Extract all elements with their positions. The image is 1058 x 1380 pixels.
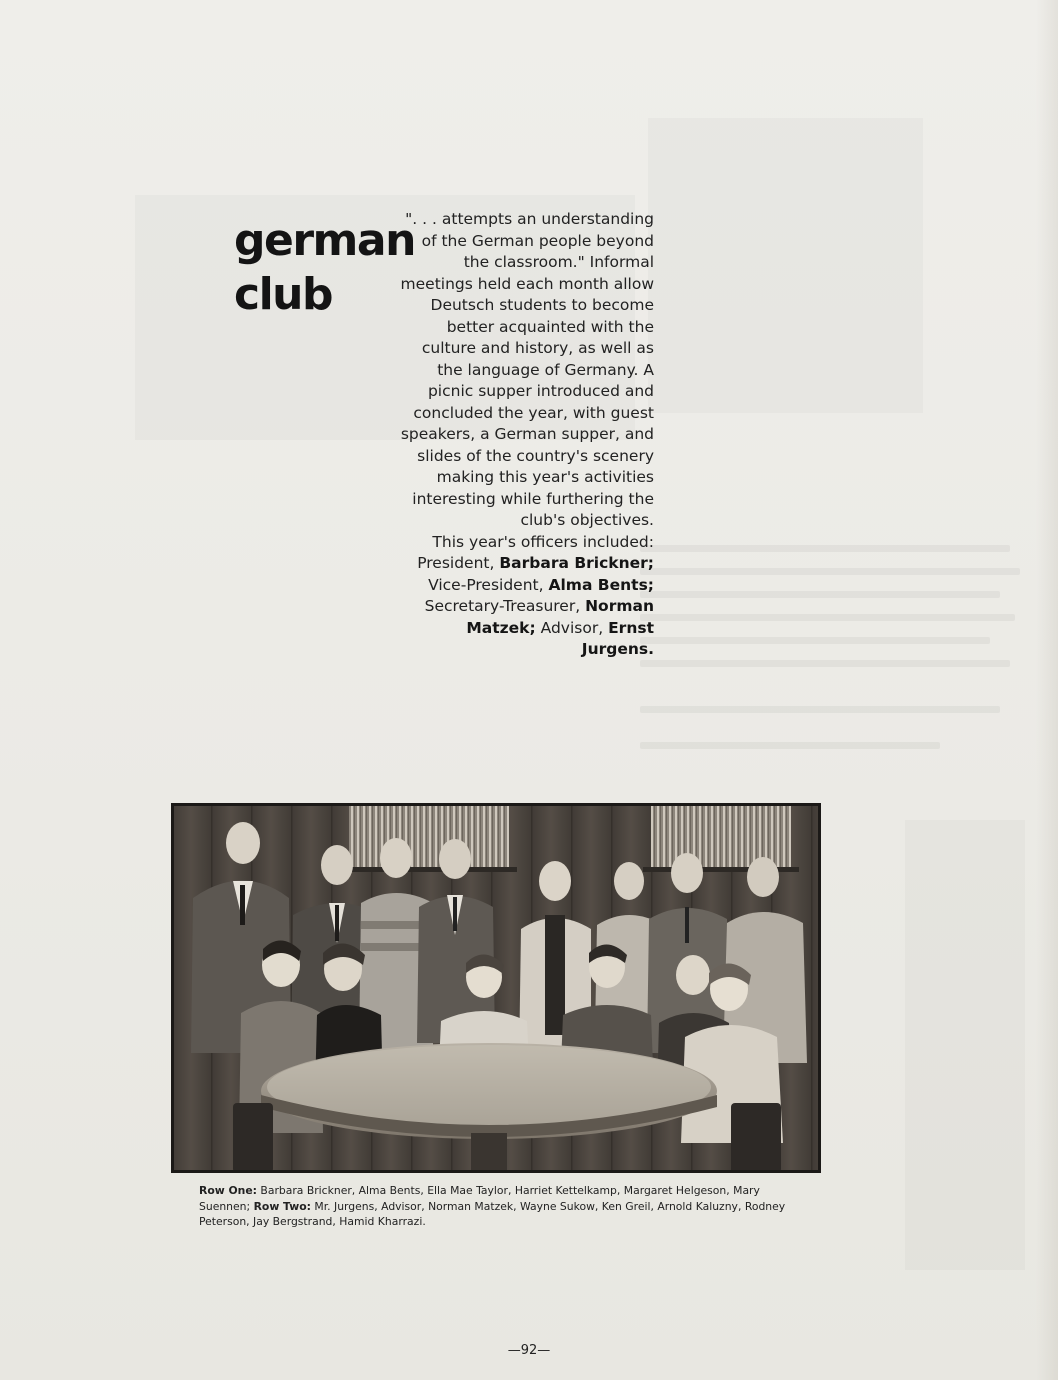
photo-caption (199, 1183, 809, 1230)
bleed-through-line (640, 742, 940, 749)
bleed-through-line (640, 614, 1015, 621)
bleed-through-line (640, 568, 1020, 575)
bleed-through-line (640, 591, 1000, 598)
bleed-through-block-right (648, 118, 923, 413)
officer-secretary-treasurer: Norman Matzek; (466, 597, 654, 637)
officer-president: Barbara Brickner; (499, 554, 654, 572)
officer-advisor: Ernst Jurgens. (581, 618, 654, 658)
bleed-through-line (640, 706, 1000, 713)
bleed-through-heading (262, 60, 287, 132)
officers-paragraph (398, 532, 654, 661)
page-edge-shadow (1036, 0, 1058, 1380)
officer-secretary-label: Secretary-Treasurer, (424, 597, 581, 615)
bleed-through-line (640, 545, 1010, 552)
officers-intro: This year's officers included: President, (417, 532, 654, 572)
caption-row-two-label: Row Two: (253, 1199, 311, 1213)
caption-row-two-names: Mr. Jurgens, Advisor, Norman Matzek, Wayne Sukow, Ken Greil, Arnold Kaluzny, Rodney Peterson, Jay Bergstrand, Hamid Kharrazi. (199, 1199, 786, 1228)
group-photo-illustration (171, 803, 821, 1173)
officer-advisor-label: Advisor, (540, 618, 604, 637)
bleed-through-line (640, 637, 990, 644)
bleed-through-block-lower (905, 820, 1025, 1270)
article-body (398, 209, 654, 661)
title-line-2: club (234, 269, 332, 320)
group-photo (171, 803, 821, 1173)
page-title (234, 214, 415, 322)
bleed-through-line (640, 660, 1010, 667)
officer-vice-president: Alma Bents; (548, 575, 654, 594)
caption-row-one-names: Barbara Brickner, Alma Bents, Ella Mae Taylor, Harriet Kettelkamp, Margaret Helgeson, Mary Suennen; (199, 1184, 760, 1213)
page-number: —92— (507, 1343, 551, 1358)
officer-vp-label: Vice-President, (428, 575, 544, 594)
caption-row-one-label: Row One: (199, 1184, 257, 1197)
body-paragraph: ". . . attempts an understanding of the German people beyond the classroom." Informal meetings held each month allow Deutsch students to become better acquainted with the culture and history, as well as the language of Germany. A picnic supper introduced and concluded the year, with guest speakers, a German supper, and slides of the country's scenery making this year's activities interesting while furthering the club's objectives. (400, 210, 654, 529)
title-line-1: german (234, 215, 415, 266)
